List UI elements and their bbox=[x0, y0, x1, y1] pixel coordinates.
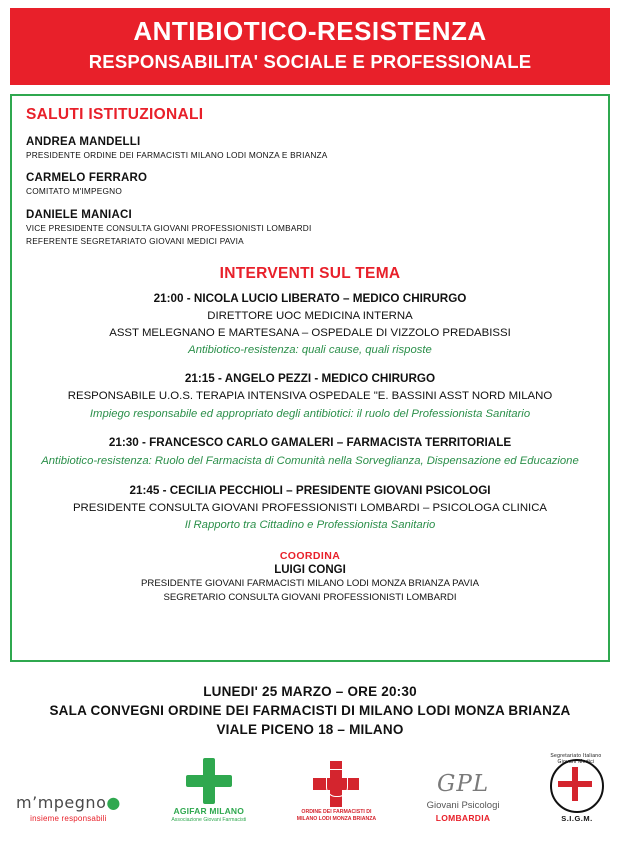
talk-item bbox=[26, 371, 594, 422]
greeter-role: PRESIDENTE ORDINE DEI FARMACISTI MILANO LODI MONZA E BRIANZA bbox=[26, 150, 328, 161]
talk-heading: 21:30 - FRANCESCO CARLO GAMALERI – FARMACISTA TERRITORIALE bbox=[108, 436, 512, 450]
logo-mimpegno-rest: mpegno bbox=[37, 793, 107, 813]
poster-header bbox=[10, 8, 610, 85]
greeter-role: COMITATO M'IMPEGNO bbox=[26, 186, 122, 197]
greeter-item bbox=[26, 209, 594, 247]
greeter-item bbox=[26, 136, 594, 161]
logo-mimpegno-apostrophe: ’ bbox=[32, 793, 38, 813]
logo-ordine-line2: MILANO LODI MONZA BRIANZA bbox=[296, 816, 377, 823]
sigm-circle-cross-icon bbox=[550, 753, 604, 813]
logo-agifar-subtitle: Associazione Giovani Farmacisti bbox=[171, 816, 247, 823]
page-subtitle: RESPONSABILITA' SOCIALE E PROFESSIONALE bbox=[88, 51, 532, 73]
coordinator-name: LUIGI CONGI bbox=[274, 563, 346, 576]
talk-affiliation: PRESIDENTE CONSULTA GIOVANI PROFESSIONISTI LOMBARDI – PSICOLOGA CLINICA bbox=[72, 501, 548, 514]
section-title-interventi: INTERVENTI SUL TEMA bbox=[219, 265, 401, 283]
logo-ordine-line1: ORDINE DEI FARMACISTI DI bbox=[301, 809, 372, 816]
coordinator-block bbox=[26, 550, 594, 605]
coordinator-label: COORDINA bbox=[279, 549, 341, 562]
talk-topic: Antibiotico-resistenza: quali cause, quali risposte bbox=[188, 344, 432, 357]
greeter-role-secondary: REFERENTE SEGRETARIATO GIOVANI MEDICI PAVIA bbox=[26, 235, 244, 246]
logo-gpl-title: Giovani Psicologi bbox=[426, 800, 500, 812]
green-cross-icon bbox=[186, 758, 232, 804]
greeter-item bbox=[26, 172, 594, 197]
logo-giovani-psicologi bbox=[427, 773, 500, 823]
program-box bbox=[10, 94, 610, 662]
logo-sigm bbox=[550, 753, 604, 824]
logo-ordine-farmacisti bbox=[297, 761, 376, 823]
logo-mimpegno bbox=[16, 793, 121, 823]
talk-heading: 21:15 - ANGELO PEZZI - MEDICO CHIRURGO bbox=[184, 372, 436, 386]
page-title: ANTIBIOTICO-RESISTENZA bbox=[133, 16, 487, 46]
logo-gpl-region: LOMBARDIA bbox=[435, 813, 491, 824]
red-cross-pharmacy-icon bbox=[313, 761, 359, 807]
greeter-name: ANDREA MANDELLI bbox=[26, 136, 141, 149]
gpl-monogram-icon: GPL bbox=[436, 771, 490, 798]
event-venue: SALA CONVEGNI ORDINE DEI FARMACISTI DI MILANO LODI MONZA BRIANZA bbox=[49, 703, 571, 719]
talk-topic: Antibiotico-resistenza: Ruolo del Farmacista di Comunità nella Sorveglianza, Dispensazione ed Educazione bbox=[41, 455, 579, 468]
hygieia-cup-icon bbox=[326, 769, 348, 797]
talk-affiliation: ASST MELEGNANO E MARTESANA – OSPEDALE DI VIZZOLO PREDABISSI bbox=[109, 326, 511, 339]
coordinator-role-secondary: SEGRETARIO CONSULTA GIOVANI PROFESSIONISTI LOMBARDI bbox=[163, 591, 457, 603]
talk-item bbox=[26, 435, 594, 469]
greeter-name: CARMELO FERRARO bbox=[26, 172, 148, 185]
logo-agifar bbox=[171, 758, 246, 824]
talk-heading: 21:00 - NICOLA LUCIO LIBERATO – MEDICO CHIRURGO bbox=[153, 292, 467, 306]
logo-mimpegno-tagline: insieme responsabili bbox=[30, 814, 107, 824]
logo-mimpegno-dot: ● bbox=[106, 793, 121, 813]
event-datetime: LUNEDI' 25 MARZO – ORE 20:30 bbox=[203, 684, 417, 700]
talk-affiliation: RESPONSABILE U.O.S. TERAPIA INTENSIVA OSPEDALE "E. BASSINI ASST NORD MILANO bbox=[67, 390, 553, 403]
talk-heading: 21:45 - CECILIA PECCHIOLI – PRESIDENTE GIOVANI PSICOLOGI bbox=[129, 483, 491, 497]
coordinator-role: PRESIDENTE GIOVANI FARMACISTI MILANO LODI MONZA BRIANZA PAVIA bbox=[141, 577, 479, 589]
talk-item bbox=[26, 291, 594, 358]
talk-affiliation: DIRETTORE UOC MEDICINA INTERNA bbox=[207, 310, 413, 323]
section-title-saluti: SALUTI ISTITUZIONALI bbox=[26, 106, 204, 124]
logo-agifar-title: AGIFAR MILANO bbox=[173, 805, 245, 816]
talk-item bbox=[26, 483, 594, 534]
logo-sigm-name: S.I.G.M. bbox=[561, 814, 593, 824]
event-info bbox=[10, 684, 610, 737]
talk-topic: Il Rapporto tra Cittadino e Professionista Sanitario bbox=[184, 519, 436, 532]
event-address: VIALE PICENO 18 – MILANO bbox=[216, 722, 404, 738]
talk-topic: Impiego responsabile ed appropriato degli antibiotici: il ruolo del Professionista Sanitario bbox=[89, 407, 531, 420]
sponsor-logos bbox=[10, 751, 610, 823]
greeter-name: DANIELE MANIACI bbox=[26, 208, 132, 221]
logo-mimpegno-wordmark: m’mpegno● bbox=[16, 793, 121, 813]
logo-sigm-ring-text: Segretariato Italiano Giovani Medici bbox=[550, 753, 602, 766]
greeter-role: VICE PRESIDENTE CONSULTA GIOVANI PROFESSIONISTI LOMBARDI bbox=[26, 222, 312, 233]
